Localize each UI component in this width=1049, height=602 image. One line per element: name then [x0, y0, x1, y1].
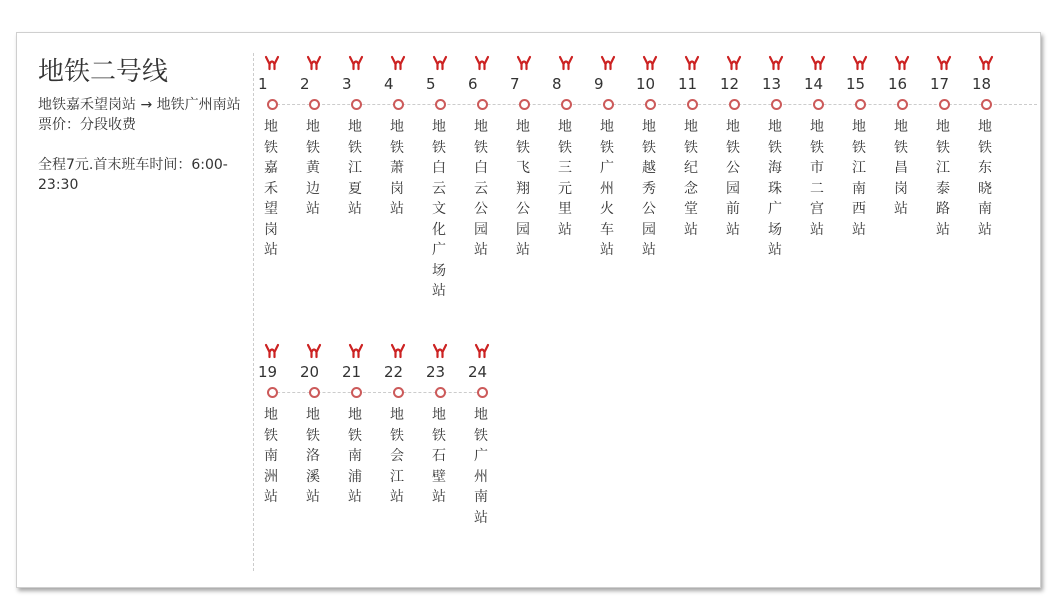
station-item[interactable]	[381, 321, 423, 581]
station-item[interactable]	[885, 33, 927, 293]
station-name: 地铁南浦站	[348, 407, 362, 505]
metro-logo-icon	[684, 55, 700, 71]
metro-logo-icon	[390, 343, 406, 359]
station-item[interactable]	[927, 33, 969, 293]
metro-logo-icon	[726, 55, 742, 71]
station-dot-icon	[519, 99, 530, 110]
station-number: 9	[594, 75, 604, 93]
station-number: 2	[300, 75, 310, 93]
station-dot-icon	[561, 99, 572, 110]
schedule-info: 全程7元.首末班车时间：6:00-23:30	[38, 157, 228, 193]
metro-logo-icon	[474, 343, 490, 359]
metro-logo-icon	[810, 55, 826, 71]
station-dot-icon	[897, 99, 908, 110]
station-number: 11	[678, 75, 698, 93]
station-dot-icon	[435, 99, 446, 110]
station-dot-icon	[435, 387, 446, 398]
line-info-card	[16, 32, 1041, 588]
metro-logo-icon	[978, 55, 994, 71]
route-endpoints: 地铁嘉禾望岗站 → 地铁广州南站	[38, 97, 241, 113]
station-number: 13	[762, 75, 782, 93]
panel-divider	[253, 53, 254, 571]
station-name: 地铁会江站	[390, 407, 404, 505]
station-row	[255, 321, 1040, 581]
metro-logo-icon	[936, 55, 952, 71]
station-number: 10	[636, 75, 656, 93]
metro-logo-icon	[432, 343, 448, 359]
station-dot-icon	[351, 387, 362, 398]
station-name: 地铁江泰路站	[936, 119, 950, 238]
metro-logo-icon	[264, 55, 280, 71]
station-number: 12	[720, 75, 740, 93]
station-number: 16	[888, 75, 908, 93]
station-number: 19	[258, 363, 278, 381]
station-number: 3	[342, 75, 352, 93]
metro-logo-icon	[432, 55, 448, 71]
station-item[interactable]	[843, 33, 885, 293]
line-title: 地铁二号线	[38, 57, 169, 87]
station-dot-icon	[855, 99, 866, 110]
station-number: 23	[426, 363, 446, 381]
fare-info: 票价：分段收费	[38, 117, 136, 133]
station-name: 地铁萧岗站	[390, 119, 404, 217]
station-item[interactable]	[465, 321, 507, 581]
station-dot-icon	[309, 99, 320, 110]
station-number: 8	[552, 75, 562, 93]
station-name: 地铁纪念堂站	[684, 119, 698, 238]
station-item[interactable]	[297, 33, 339, 293]
station-item[interactable]	[759, 33, 801, 293]
station-item[interactable]	[255, 321, 297, 581]
station-name: 地铁广州火车站	[600, 119, 614, 258]
metro-logo-icon	[642, 55, 658, 71]
station-item[interactable]	[339, 33, 381, 293]
station-number: 14	[804, 75, 824, 93]
station-name: 地铁越秀公园站	[642, 119, 656, 258]
station-dot-icon	[267, 99, 278, 110]
station-name: 地铁东晓南站	[978, 119, 992, 238]
station-dot-icon	[477, 99, 488, 110]
metro-logo-icon	[768, 55, 784, 71]
station-dot-icon	[645, 99, 656, 110]
metro-logo-icon	[348, 343, 364, 359]
station-number: 20	[300, 363, 320, 381]
station-row	[255, 33, 1040, 299]
station-number: 22	[384, 363, 404, 381]
metro-logo-icon	[306, 343, 322, 359]
station-item[interactable]	[969, 33, 1011, 293]
station-dot-icon	[687, 99, 698, 110]
station-number: 1	[258, 75, 268, 93]
station-item[interactable]	[339, 321, 381, 581]
station-item[interactable]	[675, 33, 717, 293]
station-item[interactable]	[423, 321, 465, 581]
metro-logo-icon	[852, 55, 868, 71]
station-item[interactable]	[423, 33, 465, 299]
station-item[interactable]	[717, 33, 759, 293]
station-dot-icon	[351, 99, 362, 110]
station-name: 地铁石壁站	[432, 407, 446, 505]
station-number: 17	[930, 75, 950, 93]
station-name: 地铁嘉禾望岗站	[264, 119, 278, 258]
station-item[interactable]	[801, 33, 843, 293]
station-dot-icon	[393, 99, 404, 110]
station-name: 地铁公园前站	[726, 119, 740, 238]
line-info-panel	[38, 55, 253, 195]
station-name: 地铁海珠广场站	[768, 119, 782, 258]
station-name: 地铁广州南站	[474, 407, 488, 526]
metro-logo-icon	[390, 55, 406, 71]
station-dot-icon	[729, 99, 740, 110]
metro-logo-icon	[600, 55, 616, 71]
station-item[interactable]	[381, 33, 423, 293]
metro-logo-icon	[894, 55, 910, 71]
station-number: 4	[384, 75, 394, 93]
station-name: 地铁白云公园站	[474, 119, 488, 258]
metro-logo-icon	[516, 55, 532, 71]
station-name: 地铁市二宫站	[810, 119, 824, 238]
station-number: 18	[972, 75, 992, 93]
station-number: 15	[846, 75, 866, 93]
station-item[interactable]	[549, 33, 591, 293]
metro-logo-icon	[264, 343, 280, 359]
station-name: 地铁南洲站	[264, 407, 278, 505]
station-number: 5	[426, 75, 436, 93]
station-item[interactable]	[297, 321, 339, 581]
metro-logo-icon	[474, 55, 490, 71]
station-dot-icon	[939, 99, 950, 110]
metro-logo-icon	[348, 55, 364, 71]
station-name: 地铁江夏站	[348, 119, 362, 217]
station-item[interactable]	[591, 33, 633, 293]
station-name: 地铁黄边站	[306, 119, 320, 217]
station-item[interactable]	[507, 33, 549, 293]
station-item[interactable]	[255, 33, 297, 293]
station-name: 地铁江南西站	[852, 119, 866, 238]
station-name: 地铁昌岗站	[894, 119, 908, 217]
station-item[interactable]	[633, 33, 675, 293]
station-dot-icon	[393, 387, 404, 398]
station-name: 地铁三元里站	[558, 119, 572, 238]
station-name: 地铁洛溪站	[306, 407, 320, 505]
station-dot-icon	[309, 387, 320, 398]
station-dot-icon	[477, 387, 488, 398]
station-name: 地铁飞翔公园站	[516, 119, 530, 258]
station-name: 地铁白云文化广场站	[432, 119, 446, 299]
station-dot-icon	[267, 387, 278, 398]
station-number: 24	[468, 363, 488, 381]
station-list	[255, 33, 1040, 589]
station-dot-icon	[981, 99, 992, 110]
metro-logo-icon	[306, 55, 322, 71]
station-dot-icon	[603, 99, 614, 110]
station-dot-icon	[771, 99, 782, 110]
station-number: 7	[510, 75, 520, 93]
metro-logo-icon	[558, 55, 574, 71]
station-number: 6	[468, 75, 478, 93]
station-item[interactable]	[465, 33, 507, 293]
station-dot-icon	[813, 99, 824, 110]
station-number: 21	[342, 363, 362, 381]
